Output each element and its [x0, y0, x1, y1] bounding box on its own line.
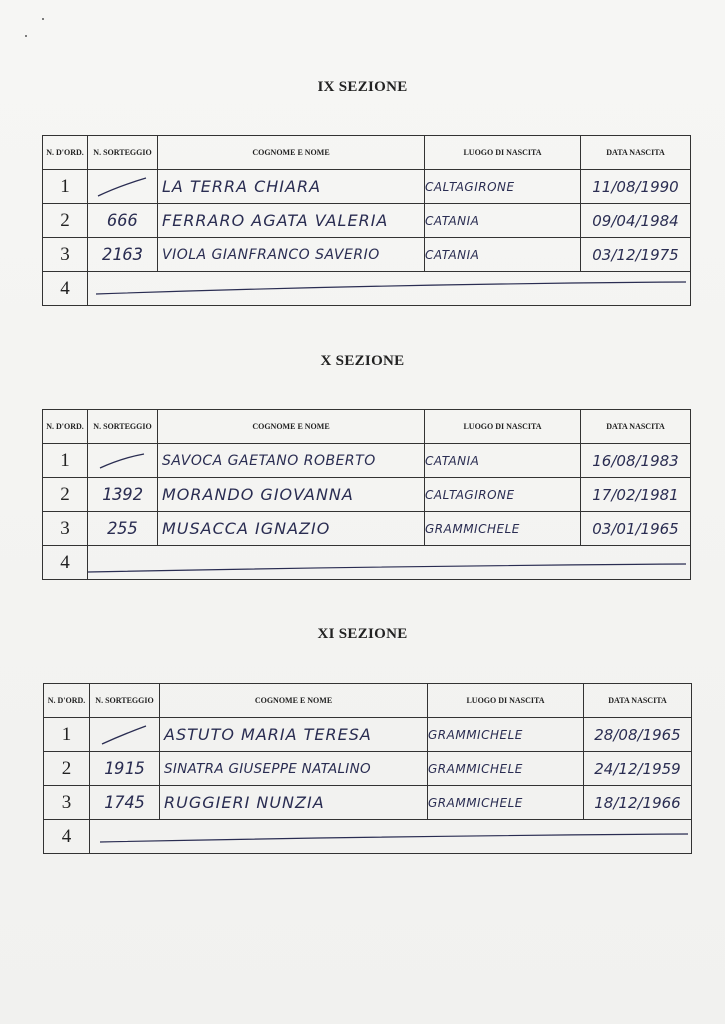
- header-data: DATA NASCITA: [584, 684, 692, 718]
- ord-cell: 4: [43, 546, 88, 580]
- sorteggio-dash: [90, 718, 160, 752]
- sorteggio-cell: 255: [88, 512, 158, 546]
- ord-cell: 3: [43, 238, 88, 272]
- luogo-cell: CATANIA: [425, 238, 581, 272]
- luogo-cell: GRAMMICHELE: [425, 512, 581, 546]
- luogo-cell: GRAMMICHELE: [428, 718, 584, 752]
- luogo-cell: GRAMMICHELE: [428, 752, 584, 786]
- ord-cell: 1: [44, 718, 90, 752]
- luogo-cell: CATANIA: [425, 204, 581, 238]
- table-row: [44, 718, 692, 752]
- section-table-xi: [43, 683, 692, 854]
- table-row: [43, 512, 691, 546]
- header-sorteggio: N. SORTEGGIO: [88, 136, 158, 170]
- header-ord: N. D'ORD.: [44, 684, 90, 718]
- table-row: [44, 820, 692, 854]
- luogo-cell: CALTAGIRONE: [425, 478, 581, 512]
- table-header-row: [43, 136, 691, 170]
- ord-cell: 4: [44, 820, 90, 854]
- header-luogo: LUOGO DI NASCITA: [425, 410, 581, 444]
- data-cell: 11/08/1990: [581, 170, 691, 204]
- ord-cell: 2: [44, 752, 90, 786]
- table-row: [43, 444, 691, 478]
- nome-cell: VIOLA GIANFRANCO SAVERIO: [158, 238, 425, 272]
- table-row: [43, 238, 691, 272]
- header-nome: COGNOME E NOME: [158, 410, 425, 444]
- paper-speck: [25, 35, 27, 37]
- header-data: DATA NASCITA: [581, 136, 691, 170]
- ord-cell: 2: [43, 478, 88, 512]
- table-row: [43, 478, 691, 512]
- table-row: [44, 786, 692, 820]
- sorteggio-cell: 1392: [88, 478, 158, 512]
- nome-cell: ASTUTO MARIA TERESA: [160, 718, 428, 752]
- data-cell: 09/04/1984: [581, 204, 691, 238]
- blank-row-line: [88, 272, 691, 306]
- luogo-cell: GRAMMICHELE: [428, 786, 584, 820]
- section-table-x: [42, 409, 691, 580]
- data-cell: 18/12/1966: [584, 786, 692, 820]
- section-title-ix: IX SEZIONE: [317, 79, 408, 95]
- ord-cell: 3: [44, 786, 90, 820]
- header-data: DATA NASCITA: [581, 410, 691, 444]
- data-cell: 16/08/1983: [581, 444, 691, 478]
- section-title-xi: XI SEZIONE: [317, 626, 408, 642]
- header-sorteggio: N. SORTEGGIO: [88, 410, 158, 444]
- sorteggio-cell: 1745: [90, 786, 160, 820]
- header-nome: COGNOME E NOME: [160, 684, 428, 718]
- section-title-x: X SEZIONE: [320, 353, 405, 369]
- section-table-ix: [42, 135, 691, 306]
- luogo-cell: CATANIA: [425, 444, 581, 478]
- nome-cell: MORANDO GIOVANNA: [158, 478, 425, 512]
- ord-cell: 3: [43, 512, 88, 546]
- nome-cell: SINATRA GIUSEPPE NATALINO: [160, 752, 428, 786]
- data-cell: 17/02/1981: [581, 478, 691, 512]
- data-cell: 03/01/1965: [581, 512, 691, 546]
- nome-cell: RUGGIERI NUNZIA: [160, 786, 428, 820]
- table-row: [43, 272, 691, 306]
- ord-cell: 4: [43, 272, 88, 306]
- paper-speck: [42, 18, 44, 20]
- table-row: [44, 752, 692, 786]
- sorteggio-dash: [88, 444, 158, 478]
- table-header-row: [44, 684, 692, 718]
- table-row: [43, 170, 691, 204]
- header-nome: COGNOME E NOME: [158, 136, 425, 170]
- data-cell: 24/12/1959: [584, 752, 692, 786]
- sorteggio-cell: 1915: [90, 752, 160, 786]
- sorteggio-dash: [88, 170, 158, 204]
- ord-cell: 1: [43, 444, 88, 478]
- nome-cell: FERRARO AGATA VALERIA: [158, 204, 425, 238]
- table-row: [43, 546, 691, 580]
- nome-cell: SAVOCA GAETANO ROBERTO: [158, 444, 425, 478]
- nome-cell: LA TERRA CHIARA: [158, 170, 425, 204]
- header-luogo: LUOGO DI NASCITA: [428, 684, 584, 718]
- header-ord: N. D'ORD.: [43, 410, 88, 444]
- sorteggio-cell: 2163: [88, 238, 158, 272]
- blank-row-line: [88, 546, 691, 580]
- data-cell: 03/12/1975: [581, 238, 691, 272]
- ord-cell: 1: [43, 170, 88, 204]
- blank-row-line: [90, 820, 692, 854]
- table-header-row: [43, 410, 691, 444]
- header-sorteggio: N. SORTEGGIO: [90, 684, 160, 718]
- header-luogo: LUOGO DI NASCITA: [425, 136, 581, 170]
- ord-cell: 2: [43, 204, 88, 238]
- sorteggio-cell: 666: [88, 204, 158, 238]
- table-row: [43, 204, 691, 238]
- nome-cell: MUSACCA IGNAZIO: [158, 512, 425, 546]
- header-ord: N. D'ORD.: [43, 136, 88, 170]
- luogo-cell: CALTAGIRONE: [425, 170, 581, 204]
- data-cell: 28/08/1965: [584, 718, 692, 752]
